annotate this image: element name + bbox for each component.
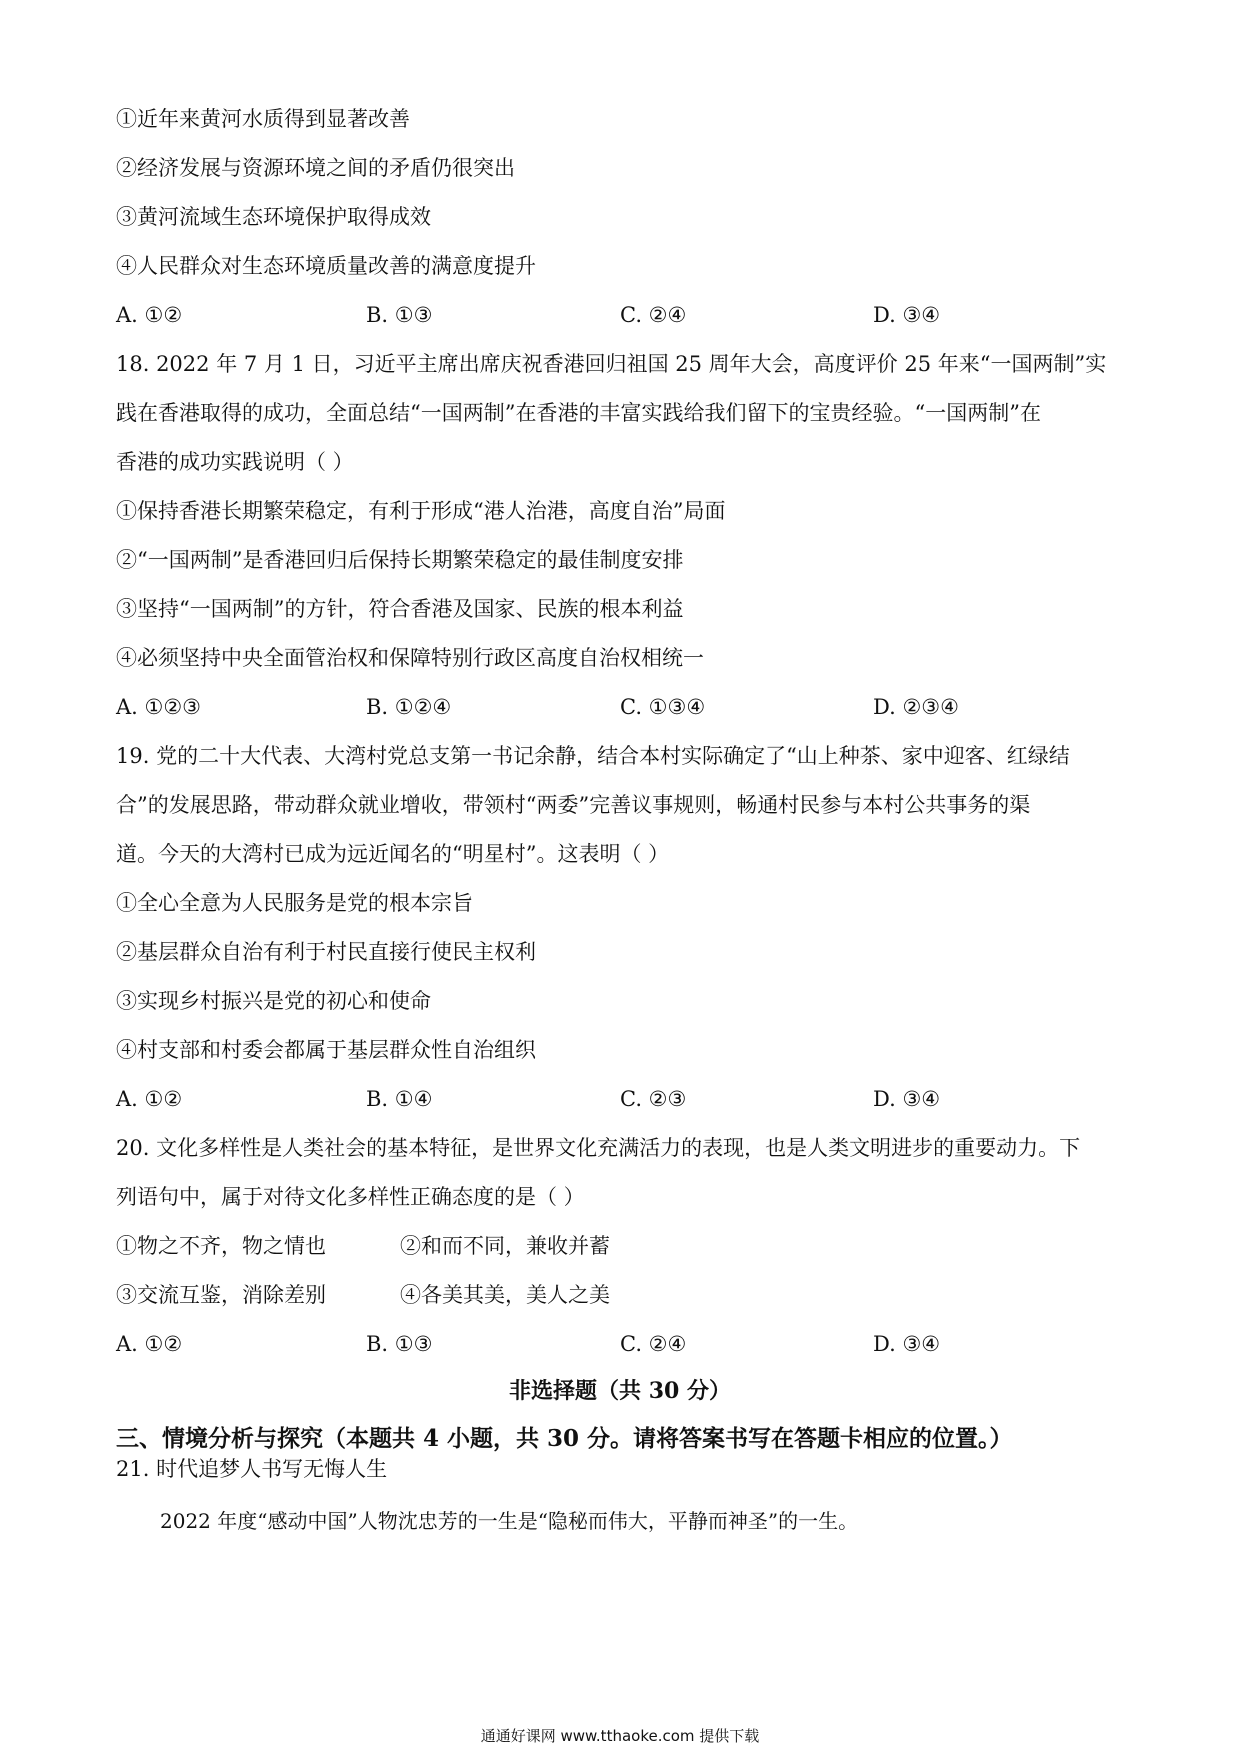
q17-option-d: D. ③④: [873, 303, 941, 327]
non-choice-heading: 非选择题（共 30 分）: [509, 1378, 731, 1404]
q19-item: ④村支部和村委会都属于基层群众性自治组织: [116, 1038, 536, 1062]
q18-item: ③坚持“一国两制”的方针，符合香港及国家、民族的根本利益: [116, 597, 684, 621]
q18-option-d: D. ②③④: [873, 695, 959, 719]
q19-option-d: D. ③④: [873, 1087, 941, 1111]
q18-option-c: C. ①③④: [620, 695, 706, 719]
q17-item: ③黄河流域生态环境保护取得成效: [116, 205, 431, 229]
q17-option-c: C. ②④: [620, 303, 687, 327]
footer-credit: 通通好课网 www.tthaoke.com 提供下载: [480, 1727, 760, 1745]
q20-item: ③交流互鉴，消除差别: [116, 1283, 326, 1307]
q20-stem: 20. 文化多样性是人类社会的基本特征，是世界文化充满活力的表现，也是人类文明进步的重要动力。下: [116, 1136, 1081, 1160]
q18-item: ①保持香港长期繁荣稳定，有利于形成“港人治港，高度自治”局面: [116, 499, 726, 523]
q20-option-d: D. ③④: [873, 1332, 941, 1356]
q20-option-b: B. ①③: [366, 1332, 433, 1356]
q19-stem: 道。今天的大湾村已成为远近闻名的“明星村”。这表明（ ）: [116, 842, 670, 866]
q17-item: ②经济发展与资源环境之间的矛盾仍很突出: [116, 156, 515, 180]
q17-item: ①近年来黄河水质得到显著改善: [116, 107, 410, 131]
q18-item: ④必须坚持中央全面管治权和保障特别行政区高度自治权相统一: [116, 646, 704, 670]
q20-item: ②和而不同，兼收并蓄: [400, 1234, 610, 1258]
q20-item: ④各美其美，美人之美: [400, 1283, 610, 1307]
q19-option-b: B. ①④: [366, 1087, 433, 1111]
q19-stem: 19. 党的二十大代表、大湾村党总支第一书记余静，结合本村实际确定了“山上种茶、家中迎客、红绿结: [116, 744, 1070, 768]
q20-option-c: C. ②④: [620, 1332, 687, 1356]
q19-item: ①全心全意为人民服务是党的根本宗旨: [116, 891, 473, 915]
q20-option-a: A. ①②: [116, 1332, 183, 1356]
q18-option-a: A. ①②③: [116, 695, 201, 719]
section-heading: 三、情境分析与探究（本题共 4 小题，共 30 分。请将答案书写在答题卡相应的位置。）: [116, 1425, 1013, 1452]
q19-item: ③实现乡村振兴是党的初心和使命: [116, 989, 431, 1013]
q20-stem: 列语句中，属于对待文化多样性正确态度的是（ ）: [116, 1185, 585, 1209]
q18-stem: 践在香港取得的成功，全面总结“一国两制”在香港的丰富实践给我们留下的宝贵经验。“一国两制”在: [116, 401, 1041, 425]
q18-stem: 香港的成功实践说明（ ）: [116, 450, 354, 474]
q21-text: 2022 年度“感动中国”人物沈忠芳的一生是“隐秘而伟大，平静而神圣”的一生。: [160, 1509, 859, 1533]
q17-option-b: B. ①③: [366, 303, 433, 327]
q19-stem: 合”的发展思路，带动群众就业增收，带领村“两委”完善议事规则，畅通村民参与本村公共事务的渠: [116, 793, 1031, 817]
q17-option-a: A. ①②: [116, 303, 183, 327]
q20-item: ①物之不齐，物之情也: [116, 1234, 326, 1258]
q19-option-c: C. ②③: [620, 1087, 687, 1111]
q17-item: ④人民群众对生态环境质量改善的满意度提升: [116, 254, 536, 278]
q18-option-b: B. ①②④: [366, 695, 452, 719]
q18-item: ②“一国两制”是香港回归后保持长期繁荣稳定的最佳制度安排: [116, 548, 684, 572]
q21-title: 21. 时代追梦人书写无悔人生: [116, 1457, 388, 1481]
q19-item: ②基层群众自治有利于村民直接行使民主权利: [116, 940, 536, 964]
q19-option-a: A. ①②: [116, 1087, 183, 1111]
q18-stem: 18. 2022 年 7 月 1 日，习近平主席出席庆祝香港回归祖国 25 周年大会，高度评价 25 年来“一国两制”实: [116, 352, 1107, 376]
